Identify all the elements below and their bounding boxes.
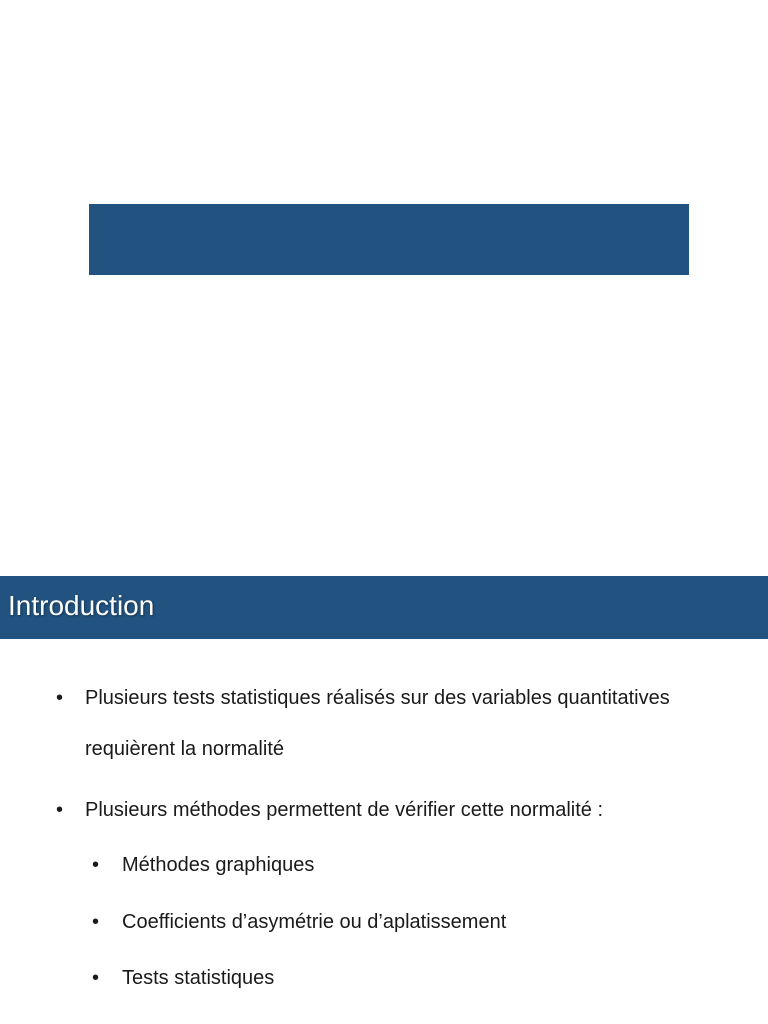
bullet-text: requièrent la normalité: [85, 738, 284, 760]
bullet-dot: •: [92, 911, 100, 933]
bullet-text: Plusieurs méthodes permettent de vérifier cette normalité :: [85, 799, 604, 821]
section-header: [0, 576, 768, 639]
bullet-dot: •: [92, 967, 100, 989]
sub-bullet-text: Tests statistiques: [122, 967, 275, 989]
bullet-dot: •: [56, 687, 64, 709]
bullet-dot: •: [92, 854, 100, 876]
section-title: Introduction: [8, 590, 155, 621]
sub-bullet-text: Méthodes graphiques: [122, 854, 315, 876]
bullet-text: Plusieurs tests statistiques réalisés sur des variables quantitatives: [85, 687, 670, 709]
sub-bullet-text: Coefficients d’asymétrie ou d’aplatissement: [122, 911, 507, 933]
title-banner: [89, 204, 689, 275]
bullet-dot: •: [56, 799, 64, 821]
